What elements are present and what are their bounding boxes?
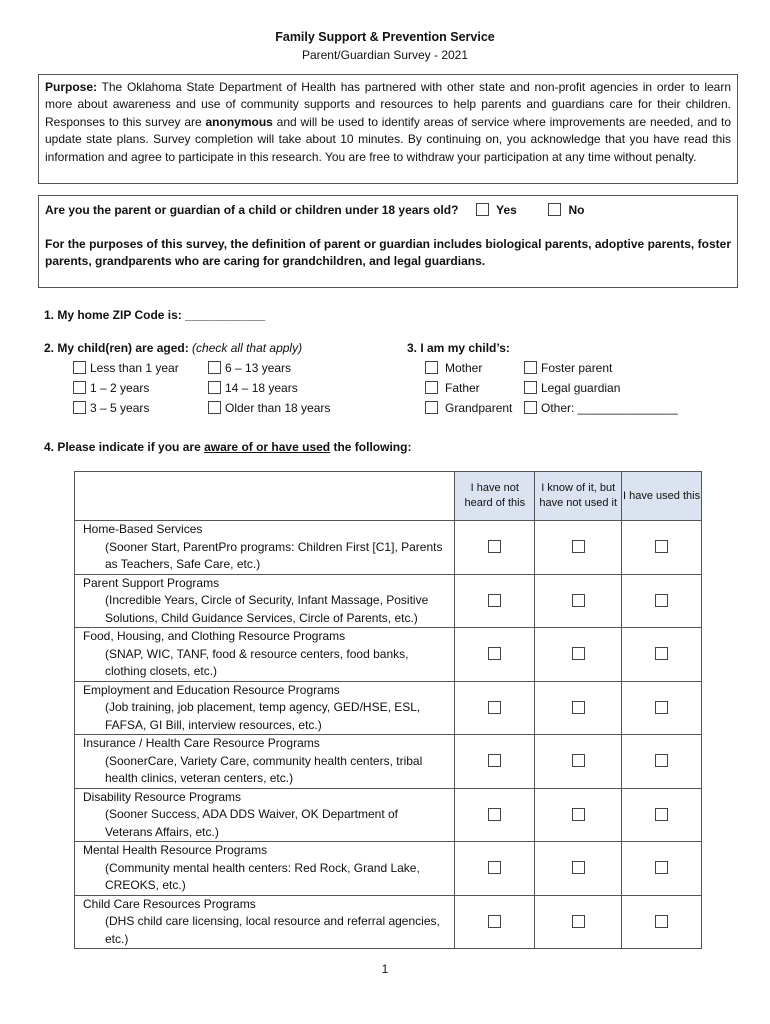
eligibility-box	[38, 195, 738, 288]
q2-option[interactable]: Less than 1 year	[73, 361, 179, 375]
service-cell	[75, 735, 455, 789]
not-heard-checkbox[interactable]	[488, 647, 501, 660]
table-row	[75, 628, 702, 682]
checkbox-icon[interactable]	[73, 381, 86, 394]
checkbox-icon[interactable]	[524, 401, 537, 414]
page-number: 1	[381, 962, 389, 976]
no-checkbox[interactable]	[548, 203, 561, 216]
checkbox-icon[interactable]	[208, 361, 221, 374]
q2-hint: (check all that apply)	[192, 341, 303, 355]
purpose-text-a: The Oklahoma State Department of Health has partnered with other state and non-profit agencies in order to learn more about awareness and use of community supports and resources to help parents and guardians care for their children. Responses to this survey are	[45, 80, 731, 129]
q4-label-underlined: aware of or have used	[204, 440, 331, 454]
service-desc: (SNAP, WIC, TANF, food & resource centers, food banks, clothing closets, etc.)	[105, 646, 409, 678]
service-title: Disability Resource Programs	[83, 789, 242, 804]
service-cell	[75, 521, 455, 575]
know-not-used-checkbox[interactable]	[572, 594, 585, 607]
checkbox-icon[interactable]	[425, 401, 438, 414]
service-title: Mental Health Resource Programs	[83, 843, 268, 857]
service-cell	[75, 895, 455, 949]
q3-label: 3. I am my child’s:	[407, 341, 510, 355]
know-not-used-checkbox[interactable]	[572, 754, 585, 767]
service-title: Child Care Resources Programs	[83, 896, 256, 911]
no-label: No	[568, 203, 585, 217]
q2-label: 2. My child(ren) are aged:	[44, 341, 189, 355]
checkbox-icon[interactable]	[524, 361, 537, 374]
not-heard-checkbox[interactable]	[488, 540, 501, 553]
column-header: I have used this	[622, 472, 702, 521]
service-desc: (SoonerCare, Variety Care, community health centers, tribal health clinics, veteran centers, etc.)	[105, 753, 423, 785]
service-desc: (Incredible Years, Circle of Security, Infant Massage, Positive Solutions, Child Guidance Services, Circle of Parents, etc.)	[105, 593, 429, 625]
service-title: Parent Support Programs	[83, 575, 220, 590]
eligibility-question: Are you the parent or guardian of a child or children under 18 years old?	[45, 203, 459, 217]
q3-option[interactable]: Other: _______________	[524, 401, 678, 415]
q2-option[interactable]: Older than 18 years	[208, 401, 330, 415]
checkbox-icon[interactable]	[425, 361, 438, 374]
service-desc: (Job training, job placement, temp agency, GED/HSE, ESL, FAFSA, GI Bill, interview resources, etc.)	[105, 700, 421, 732]
blank-header-cell	[75, 472, 455, 521]
table-row	[75, 735, 702, 789]
eligibility-definition: For the purposes of this survey, the definition of parent or guardian includes biological parents, adoptive parents, foster parents, grandparents who are caring for grandchildren, and legal guardians.	[45, 236, 731, 268]
q2-option[interactable]: 14 – 18 years	[208, 381, 298, 395]
purpose-bold-word: anonymous	[205, 114, 273, 129]
yes-label: Yes	[496, 203, 517, 217]
not-heard-checkbox[interactable]	[488, 808, 501, 821]
table-row	[75, 681, 702, 735]
service-cell	[75, 842, 455, 896]
not-heard-checkbox[interactable]	[488, 594, 501, 607]
service-title: Food, Housing, and Clothing Resource Programs	[83, 629, 346, 643]
column-header: I have not heard of this	[455, 472, 535, 521]
service-desc: (Sooner Success, ADA DDS Waiver, OK Department of Veterans Affairs, etc.)	[105, 807, 399, 839]
q2-heading	[44, 341, 302, 355]
eligibility-question-row	[45, 202, 731, 220]
know-not-used-checkbox[interactable]	[572, 540, 585, 553]
purpose-text-b: and will be used to identify areas of service where improvements are needed, and to update state plans. Survey completion will take about 10 minutes. By continuing on, you acknowledge that you have read this information and agree to participate in this research. You are free to withdraw your participation at any time without penalty.	[45, 114, 732, 164]
checkbox-icon[interactable]	[425, 381, 438, 394]
table-row	[75, 574, 702, 628]
service-cell	[75, 574, 455, 628]
service-desc: (DHS child care licensing, local resource and referral agencies, etc.)	[105, 914, 440, 946]
table-row	[75, 895, 702, 949]
service-desc: (Community mental health centers: Red Rock, Grand Lake, CREOKS, etc.)	[105, 860, 420, 892]
know-not-used-checkbox[interactable]	[572, 861, 585, 874]
not-heard-checkbox[interactable]	[488, 701, 501, 714]
checkbox-icon[interactable]	[73, 401, 86, 414]
table-row	[75, 842, 702, 896]
q2-option[interactable]: 3 – 5 years	[73, 401, 149, 415]
know-not-used-checkbox[interactable]	[572, 808, 585, 821]
table-row	[75, 788, 702, 842]
q4-heading	[44, 440, 411, 454]
purpose-label: Purpose:	[45, 80, 98, 94]
checkbox-icon[interactable]	[208, 401, 221, 414]
q4-label-b: the following:	[330, 440, 412, 454]
q3-option[interactable]: Mother	[425, 361, 482, 375]
know-not-used-checkbox[interactable]	[572, 647, 585, 660]
service-cell	[75, 788, 455, 842]
page-title: Family Support & Prevention Service	[275, 30, 495, 44]
have-used-checkbox[interactable]	[655, 540, 668, 553]
have-used-checkbox[interactable]	[655, 647, 668, 660]
service-title: Employment and Education Resource Programs	[83, 682, 340, 697]
services-table	[74, 471, 702, 949]
service-cell	[75, 628, 455, 682]
q1-zip-label: 1. My home ZIP Code is: ____________	[44, 308, 266, 322]
q3-option[interactable]: Grandparent	[425, 401, 512, 415]
not-heard-checkbox[interactable]	[488, 861, 501, 874]
not-heard-checkbox[interactable]	[488, 754, 501, 767]
have-used-checkbox[interactable]	[655, 701, 668, 714]
q2-option[interactable]: 1 – 2 years	[73, 381, 149, 395]
yes-checkbox[interactable]	[476, 203, 489, 216]
have-used-checkbox[interactable]	[655, 594, 668, 607]
service-cell	[75, 681, 455, 735]
have-used-checkbox[interactable]	[655, 754, 668, 767]
checkbox-icon[interactable]	[208, 381, 221, 394]
q3-option[interactable]: Foster parent	[524, 361, 612, 375]
table-row	[75, 521, 702, 575]
page-subtitle: Parent/Guardian Survey - 2021	[301, 48, 469, 62]
q3-option[interactable]: Father	[425, 381, 480, 395]
q4-label-a: 4. Please indicate if you are	[44, 440, 205, 454]
service-desc: (Sooner Start, ParentPro programs: Children First [C1], Parents as Teachers, Safe Care, etc.)	[105, 539, 443, 571]
have-used-checkbox[interactable]	[655, 915, 668, 928]
q3-option[interactable]: Legal guardian	[524, 381, 620, 395]
have-used-checkbox[interactable]	[655, 808, 668, 821]
column-header: I know of it, but have not used it	[535, 472, 622, 521]
service-title: Insurance / Health Care Resource Programs	[83, 736, 320, 750]
not-heard-checkbox[interactable]	[488, 915, 501, 928]
know-not-used-checkbox[interactable]	[572, 701, 585, 714]
service-title: Home-Based Services	[83, 522, 203, 536]
purpose-box	[38, 74, 738, 184]
q2-option[interactable]: 6 – 13 years	[208, 361, 291, 375]
table-header-row	[75, 472, 702, 521]
checkbox-icon[interactable]	[73, 361, 86, 374]
checkbox-icon[interactable]	[524, 381, 537, 394]
have-used-checkbox[interactable]	[655, 861, 668, 874]
know-not-used-checkbox[interactable]	[572, 915, 585, 928]
